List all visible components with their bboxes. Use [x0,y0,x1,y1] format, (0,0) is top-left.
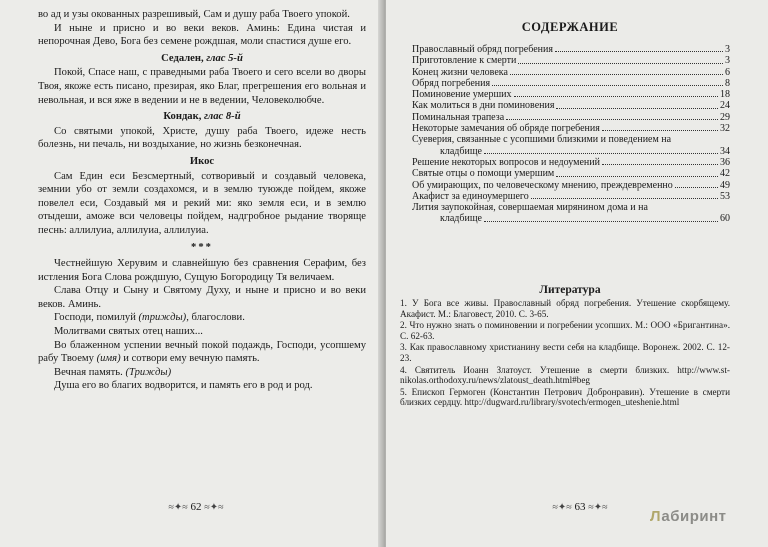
toc-leader-dots [555,50,723,52]
toc-entry [412,191,730,202]
text: Вечная память. [54,366,126,378]
paragraph: Покой, Спасе наш, с праведными раба Твоего и сего всели во дворы Твоя, якоже есть писано, презирая, яко Благ, прегрешения его вольная и невольная, и вся яже в ведении и не в ведении, Человеколюбче. [38,67,366,106]
section-divider-stars: *** [191,241,213,253]
labirint-watermark [650,508,727,525]
toc-entry-page: 34 [720,145,730,157]
toc-entry-title: Поминовение умерших [412,89,512,101]
toc-entry-title: Акафист за единоумершего [412,190,529,202]
heading-label: Кондак, [163,111,205,123]
toc-leader-dots [556,107,718,109]
toc-entry-title: Об умирающих, по человеческому мнению, преждевременно [412,179,673,191]
toc-entry-title: Решение некоторых вопросов и недоумений [412,156,600,168]
page-number-right [520,501,640,513]
toc-entry-page: 29 [720,111,730,123]
paragraph: Честнейшую Херувим и славнейшую без сравнения Серафим, без истления Бога Слова рождшую, Сущую Богородицу Тя величаем. [38,258,366,283]
paragraph: Молитвами святых отец наших... [54,326,203,338]
toc-entry-title: Святые отцы о помощи умершим [412,168,555,180]
paragraph: Слава Отцу и Сыну и Святому Духу, и ныне и присно и во веки веков. Аминь. [38,285,366,310]
paragraph: во ад и узы окованных разрешивый, Сам и душу раба Твоего упокой. [38,9,350,20]
paragraph: Сам Един еси Безсмертный, сотворивый и создавый человека, земнии убо от земли создахомся, и в землю туюжде пойдем, якоже повелел еси, Создавый мя и рекий ми: яко земля еси, и в землю отыдеши, аможе вси человецы пойдем, надгробное рыдание творяще песнь: аллилуиа, аллилуиа, аллилуиа. [38,170,366,236]
text-italic: (имя) [96,353,121,365]
toc-entry-page: 42 [720,168,730,180]
toc-leader-dots [492,84,723,86]
text: Господи, помилуй [54,312,139,324]
toc-entry [412,78,730,89]
toc-leader-dots [484,152,718,154]
toc-leader-dots [602,163,718,165]
toc-entry-title: Некоторые замечания об обряде погребения [412,123,600,135]
toc-entry-title: Суеверия, связанные с усопшими близкими и поведением на [412,134,672,146]
heading-sedalen [38,52,366,66]
toc-entry [412,123,730,134]
toc-entry-page: 6 [725,66,730,78]
toc-entry-title: Лития заупокойная, совершаемая мирянином дома и на [412,202,648,214]
toc-title: СОДЕРЖАНИЕ [521,20,619,34]
text: , благослови. [186,312,245,324]
toc-leader-dots [518,62,723,64]
toc-entry-title: Православный обряд погребения [412,44,553,55]
page-number: 62 [190,501,202,513]
toc-entry-page: 32 [720,123,730,135]
toc-entry-title: Обряд погребения [412,77,491,89]
toc-entry-page: 60 [720,213,730,225]
toc-entry-page: 49 [720,179,730,191]
text-italic: (Трижды) [125,366,172,378]
paragraph: И ныне и присно и во веки веков. Аминь: Едина чистая и непорочная Дево, Бога без семене рождшая, моли спастися душе его. [38,22,366,48]
ornament-icon: ≈✦≈ [168,502,188,513]
toc-entry-page: 18 [720,89,730,101]
toc-entry [412,168,730,179]
page-number-left [136,501,256,513]
toc-leader-dots [506,118,718,120]
toc-entry-title: Приготовление к смерти [412,55,517,67]
toc-leader-dots [514,95,719,97]
toc-leader-dots [675,186,718,188]
literature-item: 4. Святитель Иоанн Златоуст. Утешение в смерти близких. http://www.st-nikolas.orthodoxy.ru/news/zlatoust_death.html#beg [400,364,730,386]
heading-label: Седален, [161,52,207,64]
paragraph: Душа его во благих водворится, и память его в род и род. [54,380,313,392]
heading-tone: глас 8-й [204,111,241,123]
ornament-icon: ≈✦≈ [588,502,608,513]
toc-entry [412,55,730,66]
show-through-text [505,255,635,263]
toc-entry [412,202,730,213]
toc-entry-title: Конец жизни человека [412,66,508,78]
heading-kondak [38,110,366,124]
toc-leader-dots [510,73,723,75]
heading-ikos: Икос [189,155,215,167]
toc-entry-page: 36 [720,156,730,168]
toc-entry-title: Поминальная трапеза [412,111,505,123]
literature-list [400,298,730,409]
toc-entry [412,44,730,55]
paragraph [38,339,366,366]
toc-entry-page: 53 [720,190,730,202]
toc-entry [412,157,730,168]
toc-leader-dots [531,197,718,199]
paragraph: Со святыми упокой, Христе, душу раба Твоего, идеже несть болезнь, ни печаль, ни воздыхание, но жизнь безконечная. [38,125,366,151]
ornament-icon: ≈✦≈ [204,502,224,513]
left-page [0,0,382,547]
ornament-icon: ≈✦≈ [552,502,572,513]
toc-entry [412,112,730,123]
toc-entry-continuation [412,146,730,157]
text-italic: (трижды) [138,312,187,324]
toc-entry-title: кладбище [440,145,482,157]
heading-tone: глас 5-й [206,52,243,64]
literature-item: 3. Как православному христианину вести себя на кладбище. Воронеж. 2002. С. 12-23. [400,342,730,363]
toc-entry-page: 3 [725,55,730,67]
toc-entry-page: 8 [725,77,730,89]
toc-entry-page: 3 [725,44,730,55]
left-page-text [38,8,366,393]
toc-entry-continuation [412,213,730,224]
toc-leader-dots [484,220,718,222]
text: и сотвори ему вечную память. [120,353,260,365]
toc-entry-page: 24 [720,100,730,112]
toc-entry [412,67,730,78]
watermark-text: абиринт [661,508,727,525]
toc-entry [412,134,730,145]
toc-leader-dots [602,129,718,131]
toc-entry [412,89,730,100]
literature-item: 2. Что нужно знать о поминовении и погребении усопших. М.: ООО «Бригантина». С. 62-63. [400,320,730,341]
watermark-letter: Л [650,508,662,525]
toc-entry-title: кладбище [440,213,482,225]
page-number: 63 [574,501,586,513]
table-of-contents [412,44,730,225]
literature-item: 5. Епископ Гермоген (Константин Петрович Добронравин). Утешение в смерти близких сердцу. http://dugward.ru/library/svotech/ermogen_uteshenie.html [400,386,730,408]
paragraph [38,366,366,380]
toc-leader-dots [556,175,718,177]
toc-entry-title: Как молиться в дни поминовения [412,100,555,112]
literature-item: 1. У Бога все живы. Православный обряд погребения. Утешение скорбящему. Акафист. М.: Благовест, 2010. С. 3-65. [400,298,730,319]
literature-title: Литература [539,284,601,296]
toc-entry [412,100,730,111]
text: Во блаженном успении вечный покой подаждь, Господи, усопшему рабу Твоему [38,339,366,365]
toc-entry [412,180,730,191]
paragraph [38,311,366,325]
